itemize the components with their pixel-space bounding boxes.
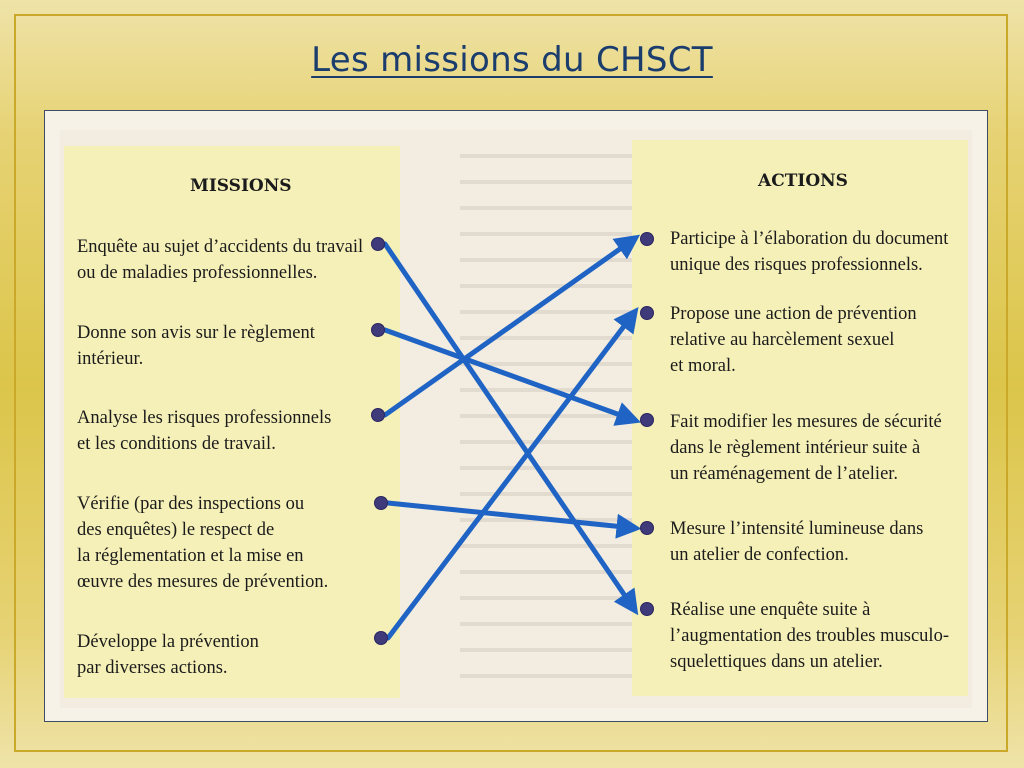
connector-arrow <box>385 330 634 420</box>
connector-arrow <box>388 313 634 638</box>
slide-title: Les missions du CHSCT <box>311 40 713 80</box>
mission-item: Vérifie (par des inspections ou des enquêtes) le respect de la réglementation et la mise en œuvre des mesures de prévention. <box>77 494 329 592</box>
action-dot[interactable] <box>641 603 653 615</box>
action-dot[interactable] <box>641 414 653 426</box>
mission-dot[interactable] <box>372 238 384 250</box>
connector-arrow <box>385 244 634 609</box>
connector-arrow <box>388 503 634 528</box>
action-item: Propose une action de prévention relative au harcèlement sexuel et moral. <box>670 304 917 376</box>
mission-dot[interactable] <box>372 324 384 336</box>
actions-heading: ACTIONS <box>758 171 848 191</box>
action-item: Participe à l’élaboration du document unique des risques professionnels. <box>670 229 949 275</box>
action-dot[interactable] <box>641 522 653 534</box>
mission-item: Développe la prévention par diverses actions. <box>77 632 259 678</box>
mission-item: Analyse les risques professionnels et les conditions de travail. <box>77 408 332 454</box>
action-item: Réalise une enquête suite à l’augmentation des troubles musculo- squelettiques dans un atelier. <box>670 600 949 672</box>
mission-dot[interactable] <box>375 497 387 509</box>
mission-item: Enquête au sujet d’accidents du travail ou de maladies professionnelles. <box>77 237 364 283</box>
action-dot[interactable] <box>641 233 653 245</box>
mission-dot[interactable] <box>375 632 387 644</box>
action-item: Fait modifier les mesures de sécurité dans le règlement intérieur suite à un réaménagement de l’atelier. <box>670 412 942 484</box>
connector-arrow <box>385 239 634 415</box>
action-item: Mesure l’intensité lumineuse dans un atelier de confection. <box>670 519 924 565</box>
mission-item: Donne son avis sur le règlement intérieur. <box>77 323 315 369</box>
mission-dot[interactable] <box>372 409 384 421</box>
missions-heading: MISSIONS <box>190 176 292 196</box>
action-dot[interactable] <box>641 307 653 319</box>
